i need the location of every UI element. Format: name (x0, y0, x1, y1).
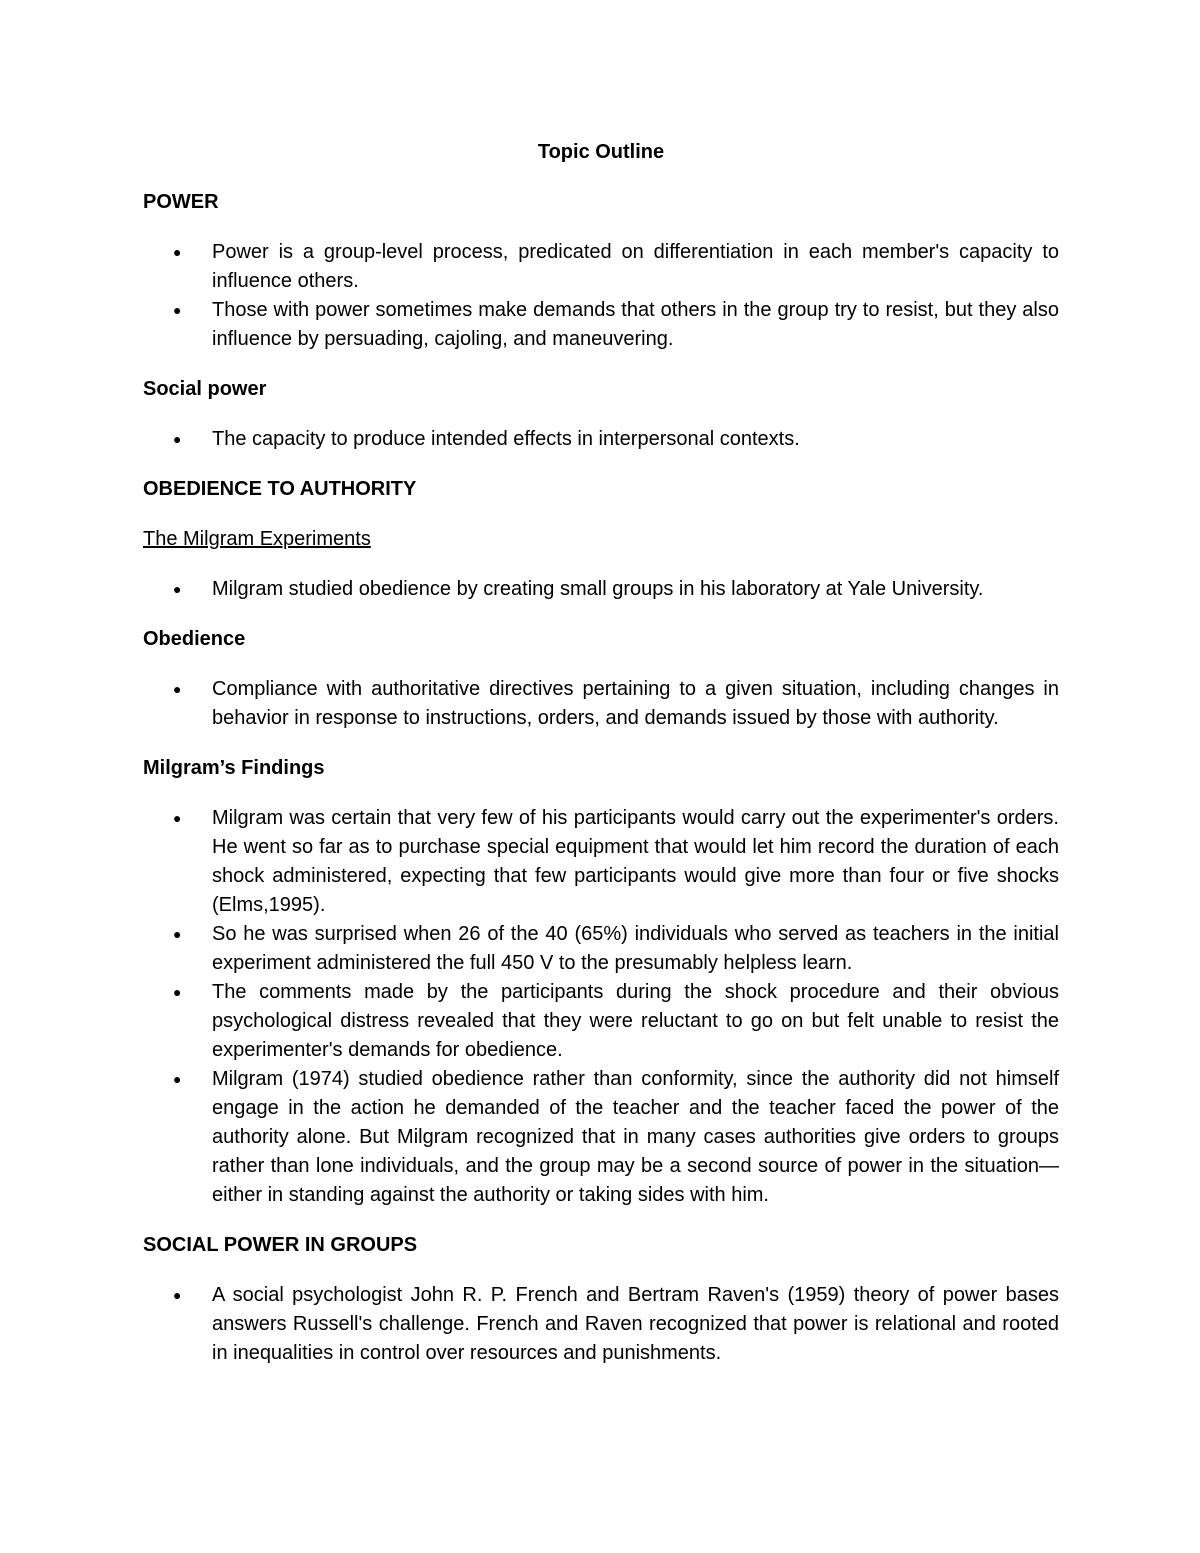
bullet-icon: ● (173, 581, 182, 597)
section-heading-obedience: Obedience (143, 628, 246, 650)
bullet-icon: ● (173, 302, 182, 318)
list-item: ● The capacity to produce intended effects in interpersonal contexts. (143, 425, 1059, 454)
bullet-icon: ● (173, 926, 182, 942)
bullet-icon: ● (173, 681, 182, 697)
list-item: ● Milgram was certain that very few of his participants would carry out the experimenter's orders. He went so far as to purchase special equipment that would let him record the duration of each shock administered, expecting that few participants would give more than four or five shocks (Elms,1995). (143, 804, 1059, 920)
section-heading-social-power-in-groups: SOCIAL POWER IN GROUPS (143, 1234, 418, 1256)
section-heading-milgrams-findings: Milgram’s Findings (143, 757, 325, 779)
bullet-icon: ● (173, 431, 182, 447)
bullet-icon: ● (173, 244, 182, 260)
bullet-icon: ● (173, 1071, 182, 1087)
list-item: ● A social psychologist John R. P. French and Bertram Raven's (1959) theory of power bases answers Russell's challenge. French and Raven recognized that power is relational and rooted in inequalities in control over resources and punishments. (143, 1281, 1059, 1368)
section-heading-power: POWER (143, 191, 219, 213)
list-item: ● Compliance with authoritative directives pertaining to a given situation, including changes in behavior in response to instructions, orders, and demands issued by those with authority. (143, 675, 1059, 733)
list-item: ● Those with power sometimes make demands that others in the group try to resist, but they also influence by persuading, cajoling, and maneuvering. (143, 296, 1059, 354)
bullet-icon: ● (173, 810, 182, 826)
list-item: ● Power is a group-level process, predicated on differentiation in each member's capacity to influence others. (143, 238, 1059, 296)
section-heading-social-power: Social power (143, 378, 267, 400)
document-title: Topic Outline (537, 141, 665, 163)
bullet-list-milgrams-findings (143, 804, 1059, 1210)
list-item: ● So he was surprised when 26 of the 40 (65%) individuals who served as teachers in the initial experiment administered the full 450 V to the presumably helpless learn. (143, 920, 1059, 978)
list-item: ● The comments made by the participants during the shock procedure and their obvious psychological distress revealed that they were reluctant to go on but felt unable to resist the experimenter's demands for obedience. (143, 978, 1059, 1065)
bullet-list-social-power (143, 425, 1059, 454)
bullet-icon: ● (173, 984, 182, 1000)
subheading-milgram-experiments: The Milgram Experiments (143, 528, 371, 550)
bullet-list-power (143, 238, 1059, 354)
bullet-list-obedience (143, 675, 1059, 733)
bullet-list-social-power-in-groups (143, 1281, 1059, 1368)
list-item: ● Milgram (1974) studied obedience rather than conformity, since the authority did not himself engage in the action he demanded of the teacher and the teacher faced the power of the authority alone. But Milgram recognized that in many cases authorities give orders to groups rather than lone individuals, and the group may be a second source of power in the situation—either in standing against the authority or taking sides with him. (143, 1065, 1059, 1210)
bullet-list-milgram-experiments (143, 575, 1059, 604)
document-page (143, 138, 1059, 1389)
section-heading-obedience-to-authority: OBEDIENCE TO AUTHORITY (143, 478, 417, 500)
bullet-icon: ● (173, 1287, 182, 1303)
list-item: ● Milgram studied obedience by creating small groups in his laboratory at Yale University. (143, 575, 1059, 604)
